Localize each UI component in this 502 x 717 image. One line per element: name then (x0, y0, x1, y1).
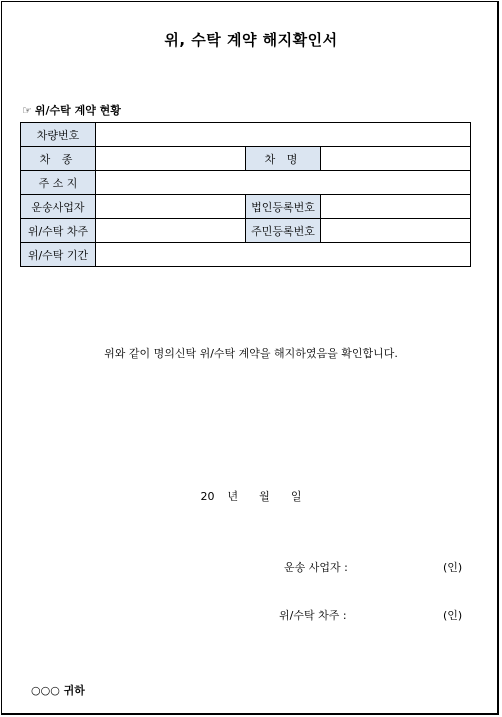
month-unit: 월 (259, 490, 270, 503)
table-row (21, 219, 471, 243)
consignment-period-label: 위/수탁 기간 (21, 243, 96, 267)
recipient-line: ○○○ 귀하 (31, 684, 85, 697)
table-row (21, 123, 471, 147)
operator-signature-label: 운송 사업자 : (284, 561, 348, 574)
transport-operator-field[interactable] (96, 195, 246, 219)
vehicle-number-label: 차량번호 (21, 123, 96, 147)
consignee-owner-field[interactable] (96, 219, 246, 243)
vehicle-number-field[interactable] (96, 123, 471, 147)
corp-reg-number-label: 법인등록번호 (246, 195, 321, 219)
vehicle-type-label: 차 종 (21, 147, 96, 171)
year-unit: 년 (227, 490, 239, 503)
table-row (21, 147, 471, 171)
section-heading-text: 위/수탁 계약 현황 (34, 104, 121, 117)
operator-seal-mark: (인) (443, 561, 463, 574)
consignee-owner-label: 위/수탁 차주 (21, 219, 96, 243)
table-row (21, 243, 471, 267)
owner-seal-mark: (인) (443, 609, 463, 622)
document-title: 위, 수탁 계약 해지확인서 (164, 31, 338, 49)
address-label: 주 소 지 (21, 171, 96, 195)
vehicle-type-field[interactable] (96, 147, 246, 171)
pointing-hand-icon: ☞ (22, 104, 32, 117)
table-row (21, 171, 471, 195)
date-line (0, 488, 502, 504)
table-row (21, 195, 471, 219)
year-prefix: 20 (200, 490, 215, 503)
confirmation-statement: 위와 같이 명의신탁 위/수탁 계약을 해지하였음을 확인합니다. (104, 347, 398, 360)
vehicle-name-label: 차 명 (246, 147, 321, 171)
resident-reg-number-field[interactable] (321, 219, 471, 243)
owner-signature-label: 위/수탁 차주 : (279, 609, 347, 622)
corp-reg-number-field[interactable] (321, 195, 471, 219)
consignment-period-field[interactable] (96, 243, 471, 267)
address-field[interactable] (96, 171, 471, 195)
contract-status-table (20, 122, 471, 267)
day-unit: 일 (290, 490, 302, 503)
transport-operator-label: 운송사업자 (21, 195, 96, 219)
resident-reg-number-label: 주민등록번호 (246, 219, 321, 243)
vehicle-name-field[interactable] (321, 147, 471, 171)
section-heading (22, 102, 121, 118)
